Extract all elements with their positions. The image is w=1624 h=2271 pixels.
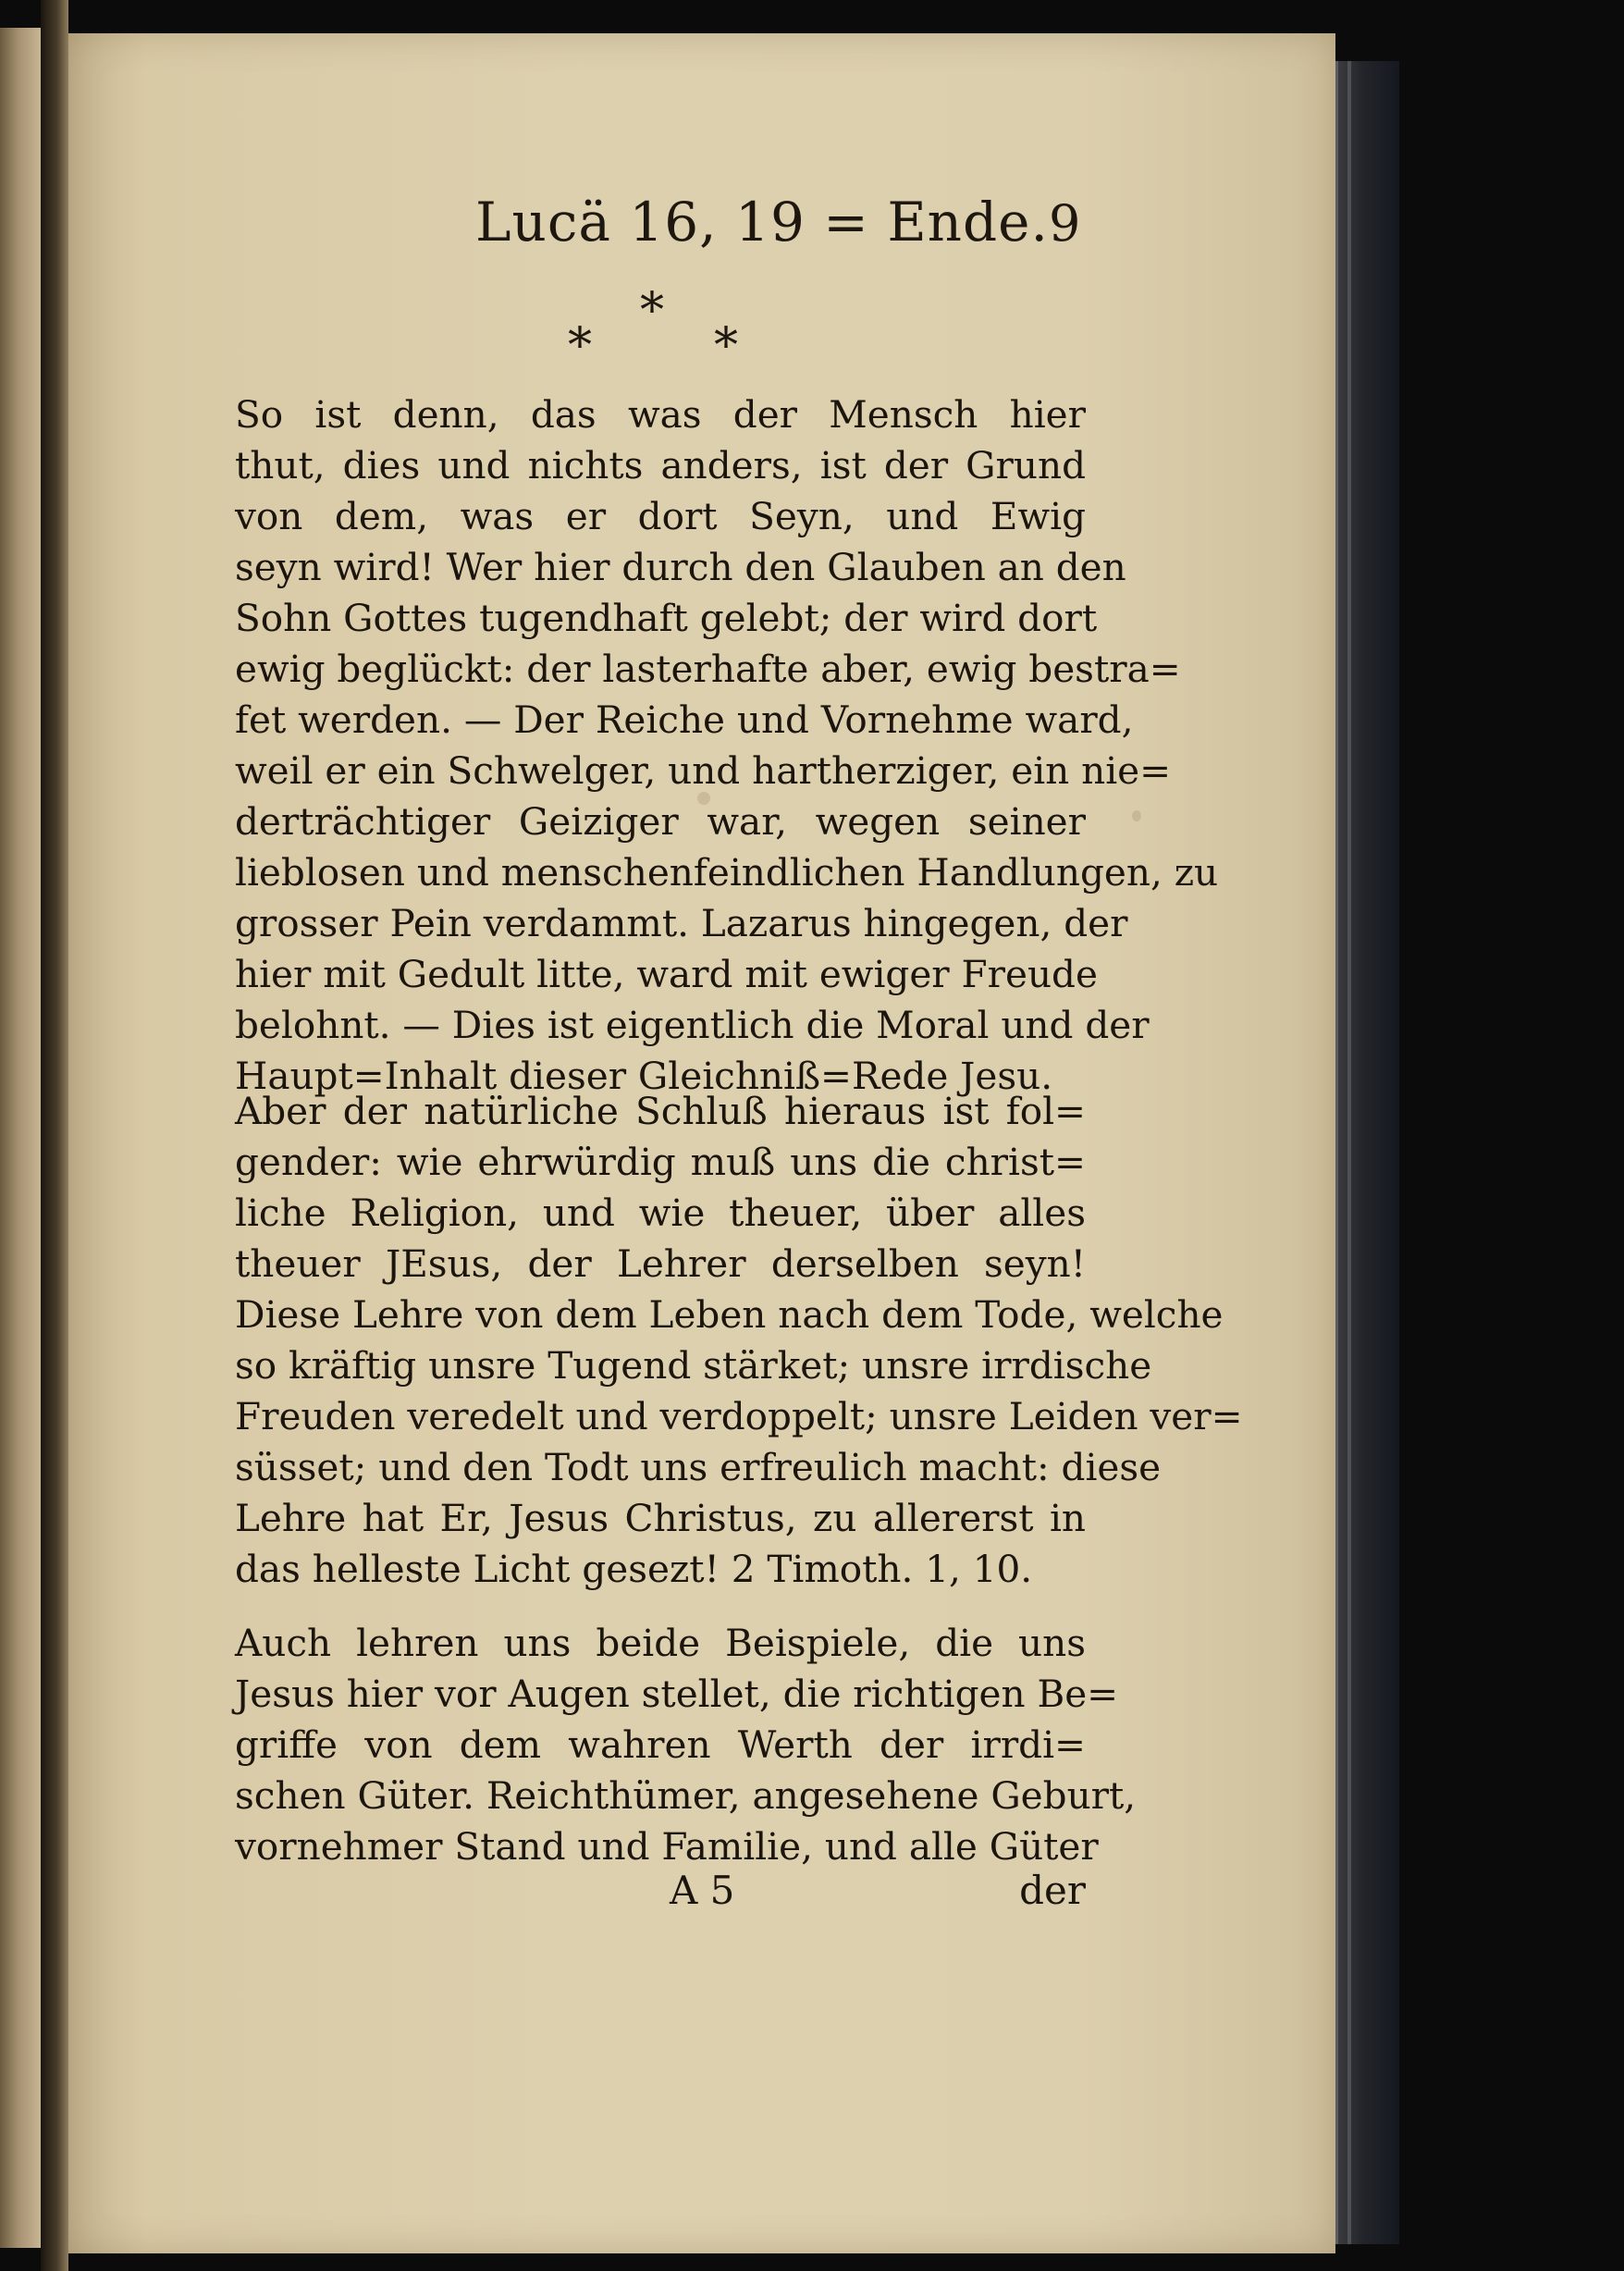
running-head-title: Lucä 16, 19 = Ende.: [475, 191, 1049, 253]
text-line: seyn wird! Wer hier durch den Glauben an den: [235, 545, 1126, 589]
text-line: So ist denn, das was der Mensch hier: [235, 392, 1086, 437]
text-line: liche Religion, und wie theuer, über alles: [235, 1191, 1086, 1235]
text-line: ewig beglückt: der lasterhafte aber, ewig bestra=: [235, 647, 1181, 691]
signature-mark: A 5: [670, 1868, 735, 1913]
text-line: theuer JEsus, der Lehrer derselben seyn!: [235, 1241, 1086, 1286]
text-line: griffe von dem wahren Werth der irrdi=: [235, 1722, 1086, 1767]
book-cover-edge: [1335, 61, 1399, 2244]
text-line: grosser Pein verdammt. Lazarus hingegen, der: [235, 901, 1128, 945]
text-line: Freuden veredelt und verdoppelt; unsre Leiden ver=: [235, 1394, 1243, 1438]
text-line: süsset; und den Todt uns erfreulich macht: diese: [235, 1445, 1162, 1489]
text-line: Haupt=Inhalt dieser Gleichniß=Rede Jesu.: [235, 1054, 1053, 1098]
text-line: Sohn Gottes tugendhaft gelebt; der wird dort: [235, 596, 1098, 640]
text-line: hier mit Gedult litte, ward mit ewiger Freude: [235, 952, 1098, 996]
asterisk-glyph: *: [568, 318, 592, 374]
text-line: schen Güter. Reichthümer, angesehene Geburt,: [235, 1773, 1137, 1818]
page-number: 9: [1049, 194, 1081, 253]
paper-stain: [1132, 810, 1141, 821]
catchword: der: [1019, 1868, 1086, 1913]
text-line: derträchtiger Geiziger war, wegen seiner: [235, 799, 1086, 844]
text-line: belohnt. — Dies ist eigentlich die Moral und der: [235, 1003, 1150, 1047]
text-line: Diese Lehre von dem Leben nach dem Tode, welche: [235, 1292, 1224, 1337]
paragraph-3: [235, 1618, 1137, 1872]
text-line: weil er ein Schwelger, und hartherziger, ein nie=: [235, 748, 1172, 793]
text-line: gender: wie ehrwürdig muß uns die christ=: [235, 1140, 1086, 1184]
text-line: Auch lehren uns beide Beispiele, die uns: [235, 1621, 1086, 1665]
text-line: vornehmer Stand und Familie, und alle Güter: [235, 1824, 1099, 1869]
text-line: lieblosen und menschenfeindlichen Handlungen, zu: [235, 850, 1219, 895]
text-line: so kräftig unsre Tugend stärket; unsre irrdische: [235, 1343, 1152, 1388]
text-line: thut, dies und nichts anders, ist der Grund: [235, 443, 1086, 488]
text-line: Jesus hier vor Augen stellet, die richtigen Be=: [235, 1672, 1119, 1716]
book-gutter: [41, 0, 68, 2271]
text-line: Lehre hat Er, Jesus Christus, zu allererst in: [235, 1496, 1086, 1540]
asterisk-glyph: *: [640, 283, 664, 339]
text-line: das helleste Licht gesezt! 2 Timoth. 1, 10.: [235, 1547, 1033, 1591]
text-line: fet werden. — Der Reiche und Vornehme ward,: [235, 697, 1134, 742]
book-page: [68, 33, 1335, 2253]
paragraph-2: [235, 1086, 1243, 1595]
running-head: [263, 191, 1095, 265]
paragraph-1: [235, 389, 1219, 1102]
asterisk-glyph: *: [714, 318, 738, 374]
text-line: Aber der natürliche Schluß hieraus ist fol=: [235, 1089, 1086, 1133]
previous-page-edge: [0, 28, 43, 2248]
section-break-asterisks: [549, 283, 771, 385]
page-footer: [235, 1865, 1086, 1916]
text-line: von dem, was er dort Seyn, und Ewig: [235, 494, 1086, 538]
